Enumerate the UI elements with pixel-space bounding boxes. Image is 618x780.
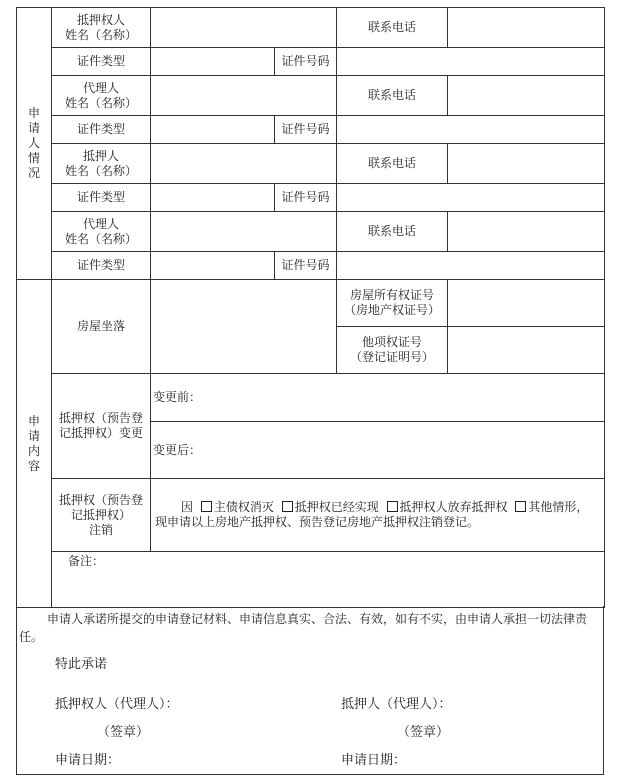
- cancel-option-2: 抵押权已经实现: [294, 500, 379, 514]
- agent2-id-type-label: 证件类型: [52, 252, 151, 280]
- mortgagee-phone-label: 联系电话: [337, 8, 448, 48]
- other-cert-label: [337, 327, 448, 374]
- change-after-field[interactable]: [151, 422, 605, 479]
- cancel-option-4: 其他情形，: [528, 500, 589, 514]
- applicant-section-label: 申请人情况: [17, 8, 52, 280]
- mortgagor-phone-input[interactable]: [448, 144, 605, 184]
- mortgagor-id-row: [17, 184, 605, 212]
- change-label: 抵押权（预告登记抵押权）变更: [52, 374, 151, 479]
- mortgagor-id-no-label: 证件号码: [275, 184, 337, 212]
- cancel-option-1: 主债权消灭: [213, 500, 274, 514]
- agent2-name-input[interactable]: [151, 212, 337, 252]
- mortgagor-name-input[interactable]: [151, 144, 337, 184]
- cancel-label-text: 抵押权（预告登记抵押权） 注销: [58, 492, 143, 537]
- mortgagor-id-type-input[interactable]: [151, 184, 275, 212]
- change-after-label: 变更后：: [153, 442, 202, 457]
- cancel-option-checkbox-3[interactable]: [387, 501, 398, 512]
- mortgagee-phone-input[interactable]: [448, 8, 605, 48]
- location-label: 房屋坐落: [52, 280, 151, 374]
- agent2-phone-input[interactable]: [448, 212, 605, 252]
- agent2-id-row: [17, 252, 605, 280]
- agent2-id-no-input[interactable]: [337, 252, 605, 280]
- ownership-cert-text: 房屋所有权证号 （房地产权证号）: [343, 288, 440, 317]
- mortgagee-name-input[interactable]: [151, 8, 337, 48]
- agent1-id-no-input[interactable]: [337, 116, 605, 144]
- change-before-field[interactable]: [151, 374, 605, 422]
- agent1-id-type-input[interactable]: [151, 116, 275, 144]
- mortgagee-id-no-label: 证件号码: [275, 48, 337, 76]
- mortgagor-phone-label: 联系电话: [337, 144, 448, 184]
- date-left[interactable]: 申请日期：: [55, 753, 121, 768]
- mortgagee-id-type-input[interactable]: [151, 48, 275, 76]
- promise-text: 申请人承诺所提交的申请登记材料、申请信息真实、合法、有效，如有不实，由申请人承担一切法律责任。: [19, 612, 588, 644]
- agent2-name-label: [52, 212, 151, 252]
- mortgagor-id-no-input[interactable]: [337, 184, 605, 212]
- cancel-row: [17, 479, 605, 552]
- mortgagor-name-label: [52, 144, 151, 184]
- agent1-phone-label: 联系电话: [337, 76, 448, 116]
- promise-section: [16, 606, 604, 775]
- location-row-1: [17, 280, 605, 327]
- mortgagee-name-text: 抵押权人 姓名（名称）: [64, 12, 137, 42]
- agent1-name-label: [52, 76, 151, 116]
- agent2-phone-label: 联系电话: [337, 212, 448, 252]
- agent1-name-input[interactable]: [151, 76, 337, 116]
- other-cert-text: 他项权证号 （登记证明号）: [349, 335, 434, 364]
- change-before-label: 变更前：: [153, 390, 202, 404]
- mortgagee-name-label: [52, 8, 151, 48]
- mortgagor-name-row: [17, 144, 605, 184]
- agent1-name-text: 代理人 姓名（名称）: [64, 80, 137, 110]
- agent1-phone-input[interactable]: [448, 76, 605, 116]
- mortgagee-id-row: [17, 48, 605, 76]
- cancel-option-checkbox-2[interactable]: [282, 501, 293, 512]
- cancel-option-3: 抵押权人放弃抵押权: [399, 500, 508, 514]
- cancel-field: [151, 479, 605, 552]
- agent1-id-no-label: 证件号码: [275, 116, 337, 144]
- mortgagee-sign-label: 抵押权人（代理人）：: [55, 697, 179, 712]
- ownership-cert-label: [337, 280, 448, 327]
- agent2-name-row: [17, 212, 605, 252]
- promise-sub: 特此承诺: [55, 657, 108, 672]
- seal-right[interactable]: （签章）: [397, 725, 450, 740]
- mortgagee-name-row: [17, 8, 605, 48]
- other-cert-input[interactable]: [448, 327, 605, 374]
- notes-label: 备注：: [68, 554, 105, 568]
- cancel-prefix: 因: [181, 500, 194, 514]
- mortgagor-id-type-label: 证件类型: [52, 184, 151, 212]
- mortgagee-id-type-label: 证件类型: [52, 48, 151, 76]
- notes-row: [17, 552, 605, 608]
- cancel-suffix: 现申请以上房地产抵押权、预告登记房地产抵押权注销登记。: [155, 515, 480, 529]
- notes-field[interactable]: [52, 552, 605, 608]
- cancel-label: [52, 479, 151, 552]
- seal-left[interactable]: （签章）: [97, 725, 150, 740]
- agent1-name-row: [17, 76, 605, 116]
- cancel-option-checkbox-4[interactable]: [515, 501, 526, 512]
- mortgagor-sign-label: 抵押人（代理人）：: [341, 697, 452, 712]
- agent1-id-row: [17, 116, 605, 144]
- content-section-label: 申请内容: [17, 280, 52, 608]
- location-input[interactable]: [151, 280, 337, 374]
- cancel-option-checkbox-1[interactable]: [201, 501, 212, 512]
- agent2-id-type-input[interactable]: [151, 252, 275, 280]
- ownership-cert-input[interactable]: [448, 280, 605, 327]
- mortgagor-name-text: 抵押人 姓名（名称）: [64, 148, 137, 178]
- application-table: [16, 7, 605, 608]
- agent2-id-no-label: 证件号码: [275, 252, 337, 280]
- agent2-name-text: 代理人 姓名（名称）: [64, 216, 137, 246]
- date-right[interactable]: 申请日期：: [341, 753, 407, 768]
- mortgagee-id-no-input[interactable]: [337, 48, 605, 76]
- change-before-row: [17, 374, 605, 422]
- agent1-id-type-label: 证件类型: [52, 116, 151, 144]
